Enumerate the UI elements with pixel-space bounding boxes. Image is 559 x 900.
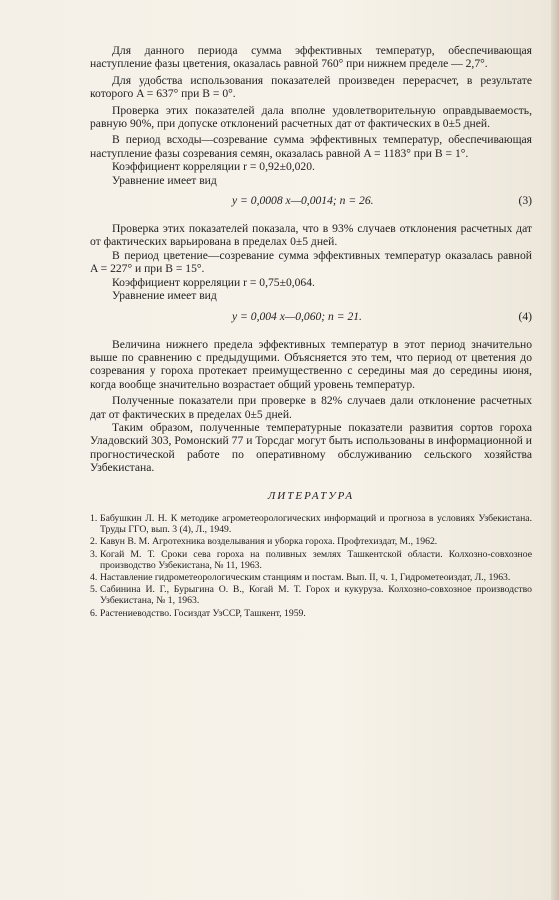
reference-number: 4. [90, 571, 98, 583]
reference-item [90, 536, 532, 547]
reference-item [90, 572, 532, 583]
paragraph: В период цветение—созревание сумма эффективных температур оказалась равной A = 227° и при B = 15°. [90, 248, 532, 276]
reference-text: Растениеводство. Госиздат УзССР, Ташкент, 1959. [100, 607, 306, 619]
equation-formula: y = 0,0008 x—0,0014; n = 26. [232, 194, 374, 208]
reference-number: 5. [90, 584, 98, 596]
reference-text: Сабинина И. Г., Бурыгина О. В., Когай М. Т. Горох и кукуруза. Колхозно-совхозное производство Узбекистана, № 1, 1963. [100, 584, 532, 607]
references-title: ЛИТЕРАТУРА [267, 489, 355, 502]
paragraph: Уравнение имеет вид [112, 289, 217, 303]
paragraph: Проверка этих показателей дала вполне удовлетворительную оправдываемость, равную 90%, при допуске отклонений расчетных дат от фактических в 0±5 дней. [90, 103, 532, 131]
reference-item [90, 584, 532, 606]
equation-4 [90, 310, 532, 330]
paragraph: Величина нижнего предела эффективных температур в этот период значительно выше по сравнению с предыдущими. Объясняется это тем, что период от цветения до созревания у гороха протекает преимущественно с середины мая до середины июня, когда вообще значительно возрастает общий уровень температур. [90, 337, 532, 391]
paragraph: Коэффициент корреляции r = 0,75±0,064. [112, 275, 315, 289]
reference-text: Бабушкин Л. Н. К методике агрометеорологических информаций и прогноза в условиях Узбекистана. Труды ГГО, вып. 3 (4), Л., 1949. [100, 512, 532, 536]
reference-number: 6. [90, 607, 98, 619]
paragraph: Для удобства использования показателей произведен перерасчет, в результате которого A = 637° при B = 0°. [90, 73, 532, 101]
equation-number: (4) [518, 309, 532, 323]
equation-formula: y = 0,004 x—0,060; n = 21. [232, 309, 362, 323]
equation-3 [90, 194, 532, 214]
reference-number: 3. [90, 548, 98, 560]
reference-text: Наставление гидрометеорологическим станциям и постам. Вып. II, ч. 1, Гидрометеоиздат, Л., 1963. [100, 571, 511, 583]
reference-item [90, 549, 532, 571]
equation-number: (3) [518, 194, 532, 208]
reference-number: 2. [90, 536, 98, 548]
paragraph: Проверка этих показателей показала, что в 93% случаев отклонения расчетных дат от фактических варьирована в пределах 0±5 дней. [90, 222, 532, 249]
reference-text: Когай М. Т. Сроки сева гороха на поливных землях Ташкентской области. Колхозно-совхозное производство Узбекистана, № 11, 1963. [100, 548, 532, 571]
reference-text: Кавун В. М. Агротехника возделывания и уборка гороха. Профтехиздат, М., 1962. [100, 536, 438, 548]
page-spine-shadow [551, 0, 559, 900]
references-list [90, 513, 532, 619]
reference-number: 1. [90, 512, 98, 524]
paragraph: В период всходы—созревание сумма эффективных температур, обеспечивающая наступление фазы созревания семян, оказалась равной A = 1183° при B = 1°. [90, 133, 532, 160]
reference-item [90, 513, 532, 535]
paragraph: Полученные показатели при проверке в 82% случаев дали отклонение расчетных дат от фактических в пределах 0±5 дней. [90, 394, 532, 421]
page-text [90, 44, 532, 620]
paragraph: Уравнение имеет вид [112, 173, 217, 187]
reference-item [90, 608, 532, 619]
paragraph: Коэффициент корреляции r = 0,92±0,020. [112, 160, 315, 174]
paragraph: Таким образом, полученные температурные показатели развития сортов гороха Уладовский 303, Ромонский 77 и Торсдаг могут быть использованы в информационной и прогностической работе по оперативному обслуживанию сельского хозяйства Узбекистана. [90, 420, 532, 475]
paragraph: Для данного периода сумма эффективных температур, обеспечивающая наступление фазы цветения, оказалась равной 760° при нижнем пределе — 2,7°. [90, 44, 532, 71]
